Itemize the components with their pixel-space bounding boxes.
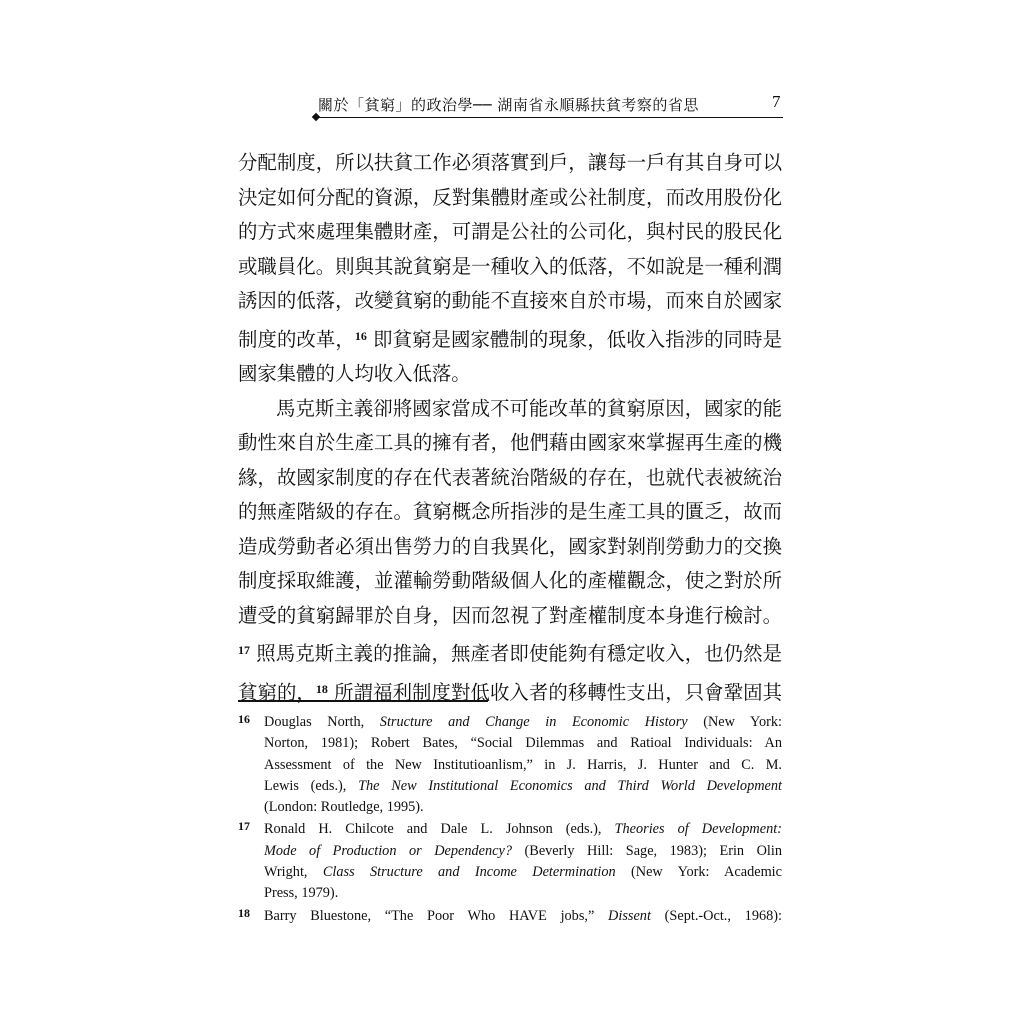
footnote-line: Assessment of the New Institutioanlism,” in J. Harris, J. Hunter and C. M. xyxy=(264,756,782,773)
running-header-title: 關於「貧窮」的政治學── 湖南省永順縣扶貧考察的省思 xyxy=(318,96,699,114)
text-line: 緣，故國家制度的存在代表著統治階級的存在，也就代表被統治 xyxy=(238,465,782,489)
book-title: The New Institutional Economics and Third World Development xyxy=(358,777,783,794)
body-text xyxy=(238,146,782,710)
text-line: 的方式來處理集體財產，可謂是公社的公司化，與村民的股民化 xyxy=(238,220,782,243)
text-segment: Lewis (eds.), xyxy=(264,777,359,794)
text-segment: 貧窮的， xyxy=(238,680,316,704)
book-title: Structure and Change in Economic History xyxy=(379,714,688,730)
footnote-number: 17 xyxy=(238,819,250,834)
running-header xyxy=(318,92,783,116)
page-number: 7 xyxy=(772,92,781,111)
text-line: 分配制度，所以扶貧工作必須落實到戶，讓每一戶有其自身可以 xyxy=(238,151,782,174)
footnote-line: (London: Routledge, 1995). xyxy=(264,799,424,816)
footnote-line: Norton, 1981); Robert Bates, “Social Dilemmas and Ratioal Individuals: An xyxy=(264,735,782,752)
text-line: 或職員化。則與其說貧窮是一種收入的低落，不如說是一種利潤 xyxy=(238,254,782,278)
footnote-line xyxy=(264,862,782,883)
text-segment: (New York: xyxy=(687,714,782,730)
paragraph-2 xyxy=(238,392,782,711)
journal-title: Dissent xyxy=(608,907,651,924)
footnote-line xyxy=(264,712,782,733)
footnote-separator xyxy=(238,700,488,702)
footnote-number: 16 xyxy=(238,712,250,726)
text-line: 動性來自於生產工具的擁有者，他們藉由國家來掌握再生產的機 xyxy=(238,431,782,454)
footnote-line xyxy=(264,776,782,797)
text-segment: 所謂福利制度對低收入者的移轉性支出，只會鞏固其 xyxy=(327,680,782,704)
text-segment: Wright, xyxy=(264,864,323,881)
text-segment: 照馬克斯主義的推論，無產者即使能夠有穩定收入，也仍然是 xyxy=(250,642,782,665)
text-segment: Ronald H. Chilcote and Dale L. Johnson (eds.), xyxy=(264,821,615,838)
paragraph-1 xyxy=(238,146,782,392)
text-line: 國家集體的人均收入低落。 xyxy=(238,362,471,385)
text-line: 遭受的貧窮歸罪於自身，因而忽視了對產權制度本身進行檢討。 xyxy=(238,603,782,627)
text-segment: (Sept.-Oct., 1968): xyxy=(650,907,782,924)
text-segment: Douglas North, xyxy=(264,714,380,730)
header-rule xyxy=(318,117,783,118)
footnotes xyxy=(238,712,782,928)
book-title: Mode of Production or Dependency? xyxy=(264,842,513,859)
footnote-line xyxy=(264,819,782,840)
text-line xyxy=(238,672,782,711)
text-line: 決定如何分配的資源，反對集體財產或公社制度，而改用股份化 xyxy=(238,185,782,209)
footnote-ref-16[interactable]: 16 xyxy=(354,328,367,343)
footnote-16 xyxy=(238,712,782,818)
text-line xyxy=(238,319,782,358)
text-segment: Barry Bluestone, “The Poor Who HAVE jobs,” xyxy=(264,907,609,924)
footnote-number: 18 xyxy=(238,905,250,920)
footnote-18 xyxy=(238,906,782,927)
text-segment: (Beverly Hill: Sage, 1983); Erin Olin xyxy=(512,842,783,859)
text-line: 誘因的低落，改變貧窮的動能不直接來自於市場，而來自於國家 xyxy=(238,289,782,312)
footnote-line xyxy=(264,841,782,862)
text-segment: 即貧窮是國家體制的現象，低收入指涉的同時是 xyxy=(366,327,782,351)
text-segment: 制度的改革， xyxy=(238,327,355,351)
footnote-line xyxy=(264,906,782,927)
book-title: Class Structure and Income Determination xyxy=(322,864,616,881)
text-line: 制度採取維護，並灌輸勞動階級個人化的產權觀念，使之對於所 xyxy=(238,569,782,592)
footnote-ref-17[interactable]: 17 xyxy=(238,643,250,657)
book-title: Theories of Development: xyxy=(614,821,782,838)
text-line: 造成勞動者必須出售勞力的自我異化，國家對剝削勞動力的交換 xyxy=(238,534,782,558)
text-line: 的無產階級的存在。貧窮概念所指涉的是生產工具的匱乏，故而 xyxy=(238,500,782,523)
text-segment: (New York: Academic xyxy=(615,864,783,881)
footnote-line: Press, 1979). xyxy=(264,885,339,902)
text-line xyxy=(238,633,782,672)
footnote-ref-18[interactable]: 18 xyxy=(315,681,328,696)
text-line: 馬克斯主義卻將國家當成不可能改革的貧窮原因，國家的能 xyxy=(276,396,782,420)
footnote-17 xyxy=(238,819,782,904)
